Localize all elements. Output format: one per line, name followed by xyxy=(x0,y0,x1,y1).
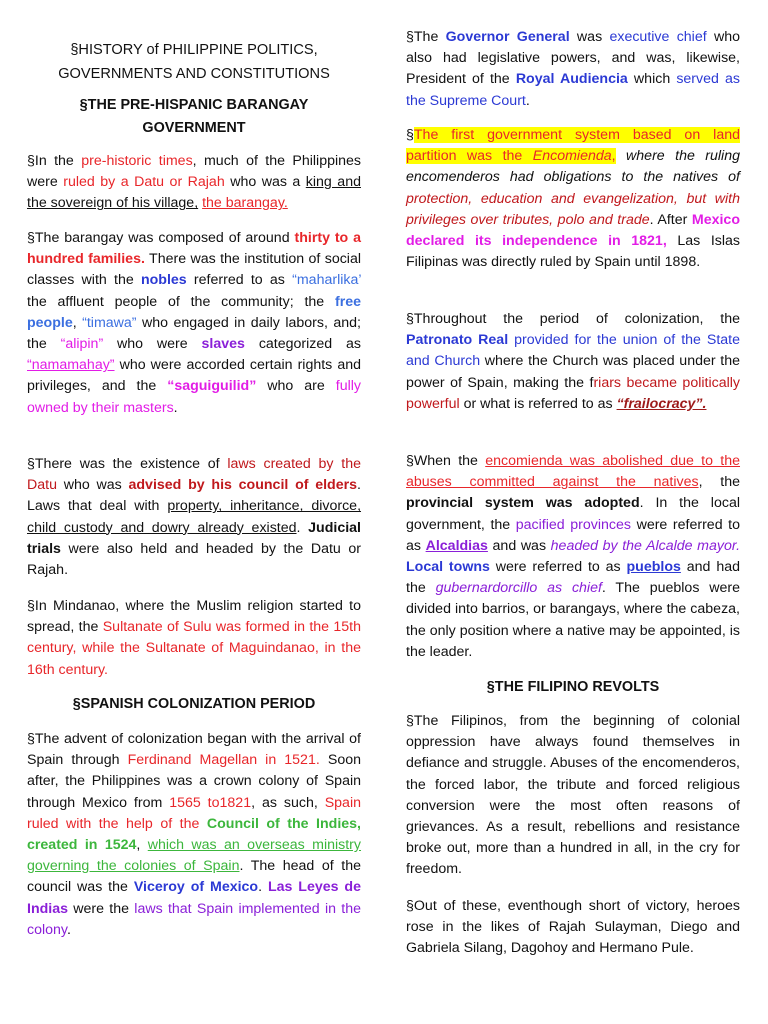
paragraph-heroes: §Out of these, eventhough short of victory, heroes rose in the likes of Rajah Sulayman, Diego and Gabriela Silang, Dagohoy and Hermano Pule. xyxy=(406,898,740,957)
document-title: §HISTORY of PHILIPPINE POLITICS, GOVERNMENTS AND CONSTITUTIONS xyxy=(58,42,330,82)
paragraph-revolts: §The Filipinos, from the beginning of colonial oppression have always found themselves in defiance and struggle. Abuses of the encomenderos, the forced labor, the tribute and forced religious conversion were the most often reasons of grievances. As a result, rebellions and resistance broke out, more than a hundred in all, in the cry for freedom. xyxy=(406,713,740,878)
paragraph-provincial-system: §When the encomienda was abolished due to the abuses committed against the natives, the provincial system was adopted. In the local government, the pacified provinces were referred to as Alcaldias and was headed by the Alcalde mayor. Local towns were referred to as pueblos and had the gubernardorcillo as chief. The pueblos were divided into barrios, or barangays, where the cabeza, the only position where a native may be appointed, is the leader. xyxy=(406,453,741,660)
heading-spanish-colonization: §SPANISH COLONIZATION PERIOD xyxy=(72,696,316,712)
paragraph-mindanao: §In Mindanao, where the Muslim religion started to spread, the Sultanate of Sulu was formed in the 15th century, while the Sultanate of Maguindanao, in the 16th century. xyxy=(27,598,361,678)
paragraph-barangay-classes: §The barangay was composed of around thirty to a hundred families. There was the institution of social classes with the nobles referred to as “maharlika’ the affluent people of the community; the free people, “timawa” who engaged in daily labors, and; the “alipin” who were slaves categorized as “namamahay” who were accorded certain rights and privileges, and the “saguiguilid” who are fully owned by their masters. xyxy=(27,230,362,416)
heading-filipino-revolts: §THE FILIPINO REVOLTS xyxy=(486,679,660,695)
paragraph-governor-general: §The Governor General was executive chief who also had legislative powers, and was, likewise, President of the Royal Audiencia which served as the Supreme Court. xyxy=(406,29,740,109)
paragraph-pre-historic: §In the pre-historic times, much of the Philippines were ruled by a Datu or Rajah who was a king and the sovereign of his village, the barangay. xyxy=(27,153,361,212)
paragraph-colonization: §The advent of colonization began with the arrival of Spain through Ferdinand Magellan in 1521. Soon after, the Philippines was a crown colony of Spain through Mexico from 1565 to1821, as such, Spain ruled with the help of the Council of the Indies, created in 1524, which was an overseas ministry governing the colonies of Spain. The head of the council was the Viceroy of Mexico. Las Leyes de Indias were the laws that Spain implemented in the colony. xyxy=(27,731,362,938)
heading-pre-hispanic: §THE PRE-HISPANIC BARANGAY GOVERNMENT xyxy=(79,97,309,136)
paragraph-laws: §There was the existence of laws created by the Datu who was advised by his council of elders. Laws that deal with property, inheritance, divorce, child custody and dowry already existed. Judicial trials were also held and headed by the Datu or Rajah. xyxy=(27,456,362,579)
paragraph-patronato-real: §Throughout the period of colonization, the Patronato Real provided for the union of the State and Church where the Church was placed under the power of Spain, making the friars became politically powerful or what is referred to as “frailocracy”. xyxy=(406,311,741,412)
paragraph-encomienda: §The first government system based on land partition was the Encomienda, where the ruling encomenderos had obligations to the natives of protection, education and evangelization, but with privileges over tributes, polo and trade. After Mexico declared its independence in 1821, Las Islas Filipinas was directly ruled by Spain until 1898. xyxy=(406,127,741,271)
